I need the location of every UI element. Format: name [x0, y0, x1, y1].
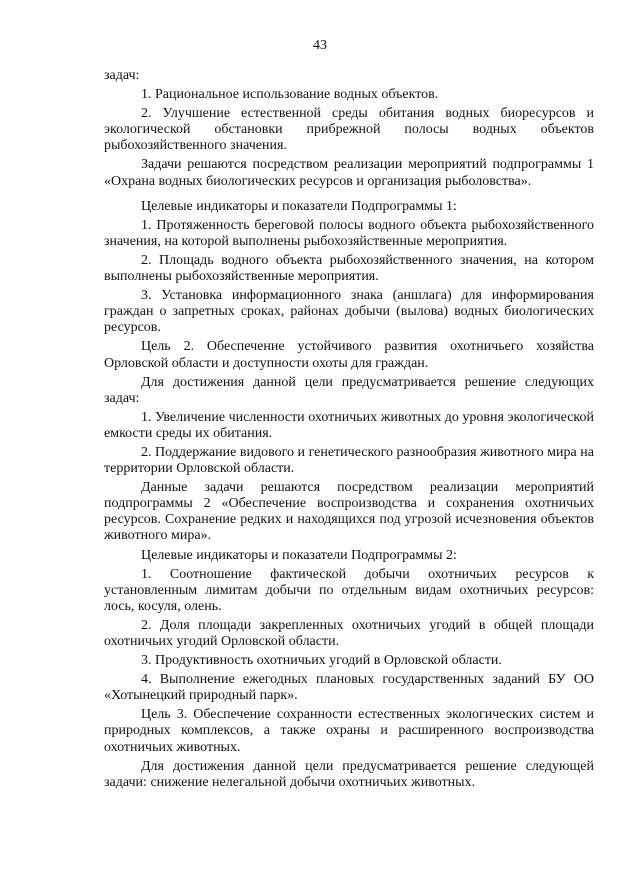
paragraph: Цель 3. Обеспечение сохранности естественных экологических систем и природных комплексов, а также охраны и расширенного воспроизводства охотничьих животных. [104, 707, 594, 755]
paragraph: Для достижения данной цели предусматривается решение следующей задачи: снижение нелегальной добычи охотничьих животных. [104, 758, 594, 790]
paragraph: Целевые индикаторы и показатели Подпрограммы 1: [141, 198, 457, 214]
paragraph: 4. Выполнение ежегодных плановых государственных заданий БУ ОО «Хотынецкий природный парк». [104, 672, 594, 704]
paragraph: 1. Соотношение фактической добычи охотничьих ресурсов к установленным лимитам добычи по отдельным видам охотничьих ресурсов: лось, косуля, олень. [104, 566, 594, 614]
paragraph: Для достижения данной цели предусматривается решение следующих задач: [104, 374, 594, 406]
paragraph: 1. Рациональное использование водных объектов. [141, 87, 439, 103]
page-number: 43 [313, 38, 327, 53]
paragraph: 1. Протяженность береговой полосы водного объекта рыбохозяйственного значения, на которой выполнены рыбохозяйственные мероприятия. [104, 217, 594, 249]
paragraph: задач: [104, 68, 140, 83]
paragraph: 2. Улучшение естественной среды обитания водных биоресурсов и экологической обстановки прибрежной полосы водных объектов рыбохозяйственного значения. [104, 106, 594, 154]
document-body [104, 68, 594, 794]
paragraph: 1. Увеличение численности охотничьих животных до уровня экологической емкости среды их обитания. [104, 409, 594, 441]
paragraph: 3. Продуктивность охотничьих угодий в Орловской области. [141, 653, 502, 669]
paragraph: Задачи решаются посредством реализации мероприятий подпрограммы 1 «Охрана водных биологических ресурсов и организация рыболовства». [104, 157, 594, 189]
paragraph: 2. Поддержание видового и генетического разнообразия животного мира на территории Орловской области. [104, 444, 594, 477]
paragraph: Целевые индикаторы и показатели Подпрограммы 2: [141, 547, 457, 563]
paragraph: 2. Доля площади закрепленных охотничьих угодий в общей площади охотничьих угодий Орловской области. [104, 617, 594, 649]
paragraph: Данные задачи решаются посредством реализации мероприятий подпрограммы 2 «Обеспечение воспроизводства и сохранения охотничьих ресурсов. Сохранение редких и находящихся под угрозой исчезновения объектов животного мира». [104, 480, 594, 544]
paragraph: 2. Площадь водного объекта рыбохозяйственного значения, на котором выполнены рыбохозяйственные мероприятия. [104, 252, 594, 285]
paragraph: 3. Установка информационного знака (аншлага) для информирования граждан о запретных сроках, районах добычи (вылова) водных биологических ресурсов. [104, 288, 594, 336]
paragraph: Цель 2. Обеспечение устойчивого развития охотничьего хозяйства Орловской области и доступности охоты для граждан. [104, 339, 594, 371]
